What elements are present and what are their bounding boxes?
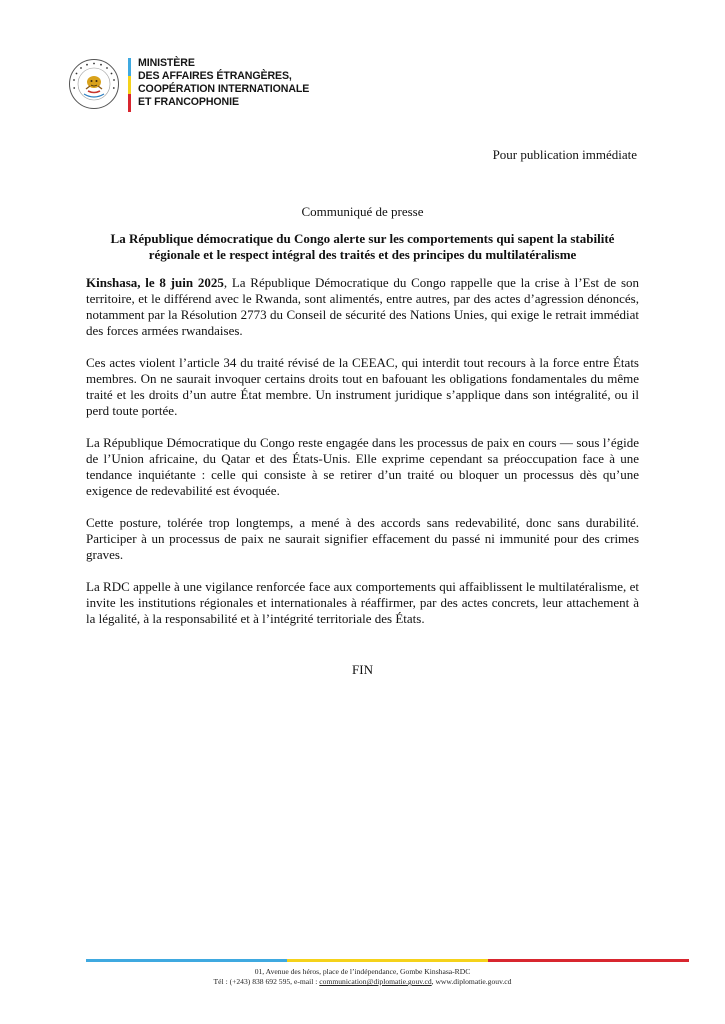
footer	[0, 967, 725, 987]
ministry-line: MINISTÈRE	[138, 57, 195, 69]
paragraph-text: , La République Démocratique du Congo rappelle que la crise à l’Est de son territoire, et le différend avec le Rwanda, sont alimentés, entre autres, par des actes d’agression dénoncés, notamment par la Résolution 2773 du Conseil de sécurité des Nations Unies, qui exige le retrait immédiat des forces armées rwandaises.	[86, 275, 639, 338]
end-marker: FIN	[352, 662, 373, 677]
flag-stripe-red	[128, 94, 131, 112]
flag-color-bar	[128, 58, 131, 112]
publication-note: Pour publication immédiate	[492, 147, 637, 162]
document-type: Communiqué de presse	[301, 204, 424, 219]
press-release-body	[86, 275, 639, 643]
ministry-name	[138, 57, 309, 109]
email-link[interactable]: communication@diplomatie.gouv.cd	[319, 977, 432, 986]
footer-phone: Tél : (+243) 838 692 595, e-mail :	[213, 977, 320, 986]
paragraph	[86, 515, 639, 563]
paragraph	[86, 435, 639, 499]
footer-contact	[0, 977, 725, 987]
footer-stripe-yellow	[287, 959, 488, 962]
footer-address: 01, Avenue des héros, place de l’indépendance, Gombe Kinshasa-RDC	[254, 967, 471, 976]
flag-stripe-blue	[128, 58, 131, 76]
ministry-line: DES AFFAIRES ÉTRANGÈRES,	[138, 70, 292, 82]
footer-color-bar	[86, 959, 689, 962]
ministry-line: COOPÉRATION INTERNATIONALE	[138, 83, 310, 95]
paragraph	[86, 355, 639, 419]
ministry-line: ET FRANCOPHONIE	[138, 96, 239, 108]
press-release-title: La République démocratique du Congo alerte sur les comportements qui sapent la stabilité régionale et le respect intégral des traités et des principes du multilatéralisme	[110, 231, 615, 262]
dateline: Kinshasa, le 8 juin 2025	[86, 275, 224, 290]
flag-stripe-yellow	[128, 76, 131, 94]
website-text[interactable]: , www.diplomatie.gouv.cd	[431, 977, 512, 986]
paragraph	[86, 579, 639, 627]
paragraph-text: Cette posture, tolérée trop longtemps, a mené à des accords sans redevabilité, donc sans durabilité. Participer à un processus de paix ne saurait signifier effacement du passé ni immunité pour des crimes graves.	[86, 515, 639, 562]
footer-stripe-blue	[86, 959, 287, 962]
paragraph-text: La République Démocratique du Congo reste engagée dans les processus de paix en cours — sous l’égide de l’Union africaine, du Qatar et des États-Unis. Elle exprime cependant sa préoccupation face à une tendance inquiétante : celle qui consiste à se retirer d’un traité ou bloquer un processus dès qu’une exigence de redevabilité est évoquée.	[86, 435, 639, 498]
paragraph-text: Ces actes violent l’article 34 du traité révisé de la CEEAC, qui interdit tout recours à la force entre États membres. On ne saurait invoquer certains droits tout en bafouant les obligations fondamentales du même traité et les droits d’un autre État membre. Un instrument juridique s’applique dans son intégralité, ou il perd toute portée.	[86, 355, 639, 418]
footer-stripe-red	[488, 959, 689, 962]
coat-of-arms-seal-icon	[68, 58, 120, 110]
paragraph-text: La RDC appelle à une vigilance renforcée face aux comportements qui affaiblissent le multilatéralisme, et invite les institutions régionales et internationales à réaffirmer, par des actes concrets, leur attachement à la légalité, à la responsabilité et à l’intégrité territoriale des États.	[86, 579, 639, 626]
paragraph	[86, 275, 639, 339]
letterhead	[68, 56, 368, 112]
